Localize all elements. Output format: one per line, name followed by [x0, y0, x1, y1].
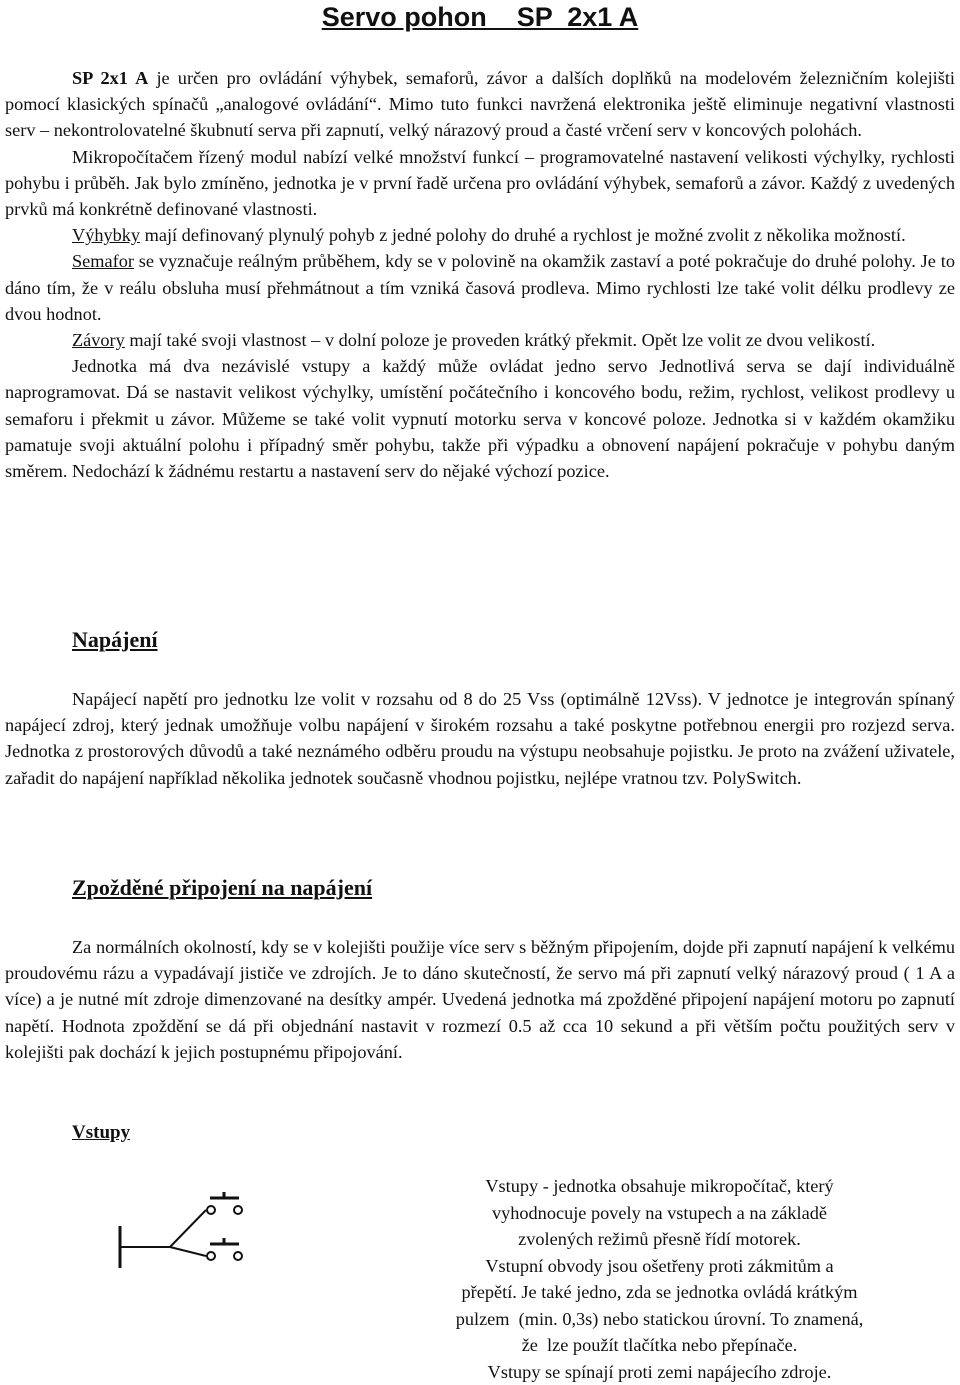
semaphore-text: se vyznačuje reálným průběhem, kdy se v polovině na okamžik zastaví a poté pokračuje do druhé polohy. Je to dáno tím, že v reálu obsluha musí přehmátnout a tím vzniká časová prodleva. Mimo rychlosti lze také volit délku prodlevy ze dvou hodnot.	[5, 251, 955, 324]
semaphore-term: Semafor	[72, 251, 134, 272]
barriers-paragraph	[5, 327, 955, 353]
inputs-heading: Vstupy	[72, 1122, 131, 1143]
product-name: SP 2x1 A	[72, 68, 149, 88]
barriers-term: Závory	[72, 330, 125, 351]
intro-paragraph-2: Mikropočítačem řízený modul nabízí velké množství funkcí – programovatelné nastavení velikosti výchylky, rychlosti pohybu i průběh. Jak bylo zmíněno, jednotka je v první řadě určena pro ovládání výhybek, semaforů a závor. Každý z uvedených prvků má konkrétně definované vlastnosti.	[5, 146, 955, 220]
delay-section	[5, 934, 955, 1065]
power-section	[5, 686, 955, 791]
turnouts-term: Výhybky	[72, 225, 141, 246]
turnouts-paragraph	[5, 222, 955, 248]
semaphore-paragraph	[5, 248, 955, 327]
inputs-line: že lze použít tlačítka nebo přepínače.	[521, 1335, 798, 1355]
intro-paragraph-1	[5, 65, 955, 144]
unit-paragraph: Jednotka má dva nezávislé vstupy a každý může ovládat jedno servo Jednotlivá serva se dají individuálně naprogramovat. Dá se nastavit velikost výchylky, umístění počátečního i koncového bodu, režim, rychlost, velikost prodlevy u semaforu i překmit u závor. Můžeme se také volit vypnutí motorku serva v koncové poloze. Jednotka si v každém okamžiku pamatuje svoji aktuální polohu i případný směr pohybu, takže při výpadku a obnovení napájení pokračuje v pohybu daným směrem. Nedochází k žádnému restartu a nastavení serv do nějaké výchozí pozice.	[5, 356, 955, 482]
turnouts-text: mají definovaný plynulý pohyb z jedné polohy do druhé a rychlost je možné zvolit z několika možností.	[140, 225, 906, 246]
delay-paragraph: Za normálních okolností, kdy se v kolejišti použije více serv s běžným připojením, dojde při zapnutí napájení k velkému proudovému rázu a vypadávají jističe ve zdrojích. Je to dáno skutečností, že servo má při zapnutí velký nárazový proud ( 1 A a více) a je nutné mít zdroje dimenzované na desítky ampér. Uvedená jednotka má zpožděné připojení napájení motoru po zapnutí napětí. Hodnota zpoždění se dá při objednání nastavit v rozmezí 0.5 až cca 10 sekund a při větším počtu použitých serv v kolejišti pak dochází k jejich postupnému připojování.	[5, 937, 955, 1062]
push-button-switches-to-ground-icon	[110, 1186, 280, 1356]
inputs-line: zvolených režimů přesně řídí motorek.	[518, 1229, 801, 1249]
intro-text	[5, 65, 955, 484]
inputs-line: vyhodnocuje povely na vstupech a na základě	[491, 1202, 828, 1223]
inputs-line: Vstupy se spínají proti zemi napájecího zdroje.	[487, 1361, 832, 1382]
inputs-line: Vstupy - jednotka obsahuje mikropočítač, který	[485, 1176, 834, 1196]
intro-paragraph-1-text: je určen pro ovládání výhybek, semaforů, závor a dalších doplňků na modelovém železničním kolejišti pomocí klasických spínačů „analogové ovládání“. Mimo tuto funkci navržená elektronika ještě eliminuje negativní vlastnosti serv – nekontrolovatelné škubnutí serva při zapnutí, velký nárazový proud a časté vrčení serv v koncových polohách.	[5, 68, 955, 141]
power-paragraph: Napájecí napětí pro jednotku lze volit v rozsahu od 8 do 25 Vss (optimálně 12Vss). V jednotce je integrován spínaný napájecí zdroj, který jednak umožňuje volbu napájení v širokém rozsahu a také poskytne potřebnou energii pro rozjezd serva. Jednotka z prostorových důvodů a také neznámého odběru proudu na výstupu neobsahuje pojistku. Je proto na zvážení uživatele, zařadit do napájení například několika jednotek současně vhodnou pojistku, nejlépe vratnou tzv. PolySwitch.	[5, 689, 955, 788]
inputs-line: přepětí. Je také jedno, zda se jednotka ovládá krátkým	[461, 1282, 858, 1302]
delay-heading: Zpožděné připojení na napájení	[72, 875, 373, 900]
inputs-description	[382, 1173, 937, 1385]
barriers-text: mají také svoji vlastnost – v dolní poloze je proveden krátký překmit. Opět lze volit ze dvou velikostí.	[124, 330, 876, 351]
inputs-line: pulzem (min. 0,3s) nebo statickou úrovní. To znamená,	[455, 1308, 864, 1329]
page-title: Servo pohon SP 2x1 A	[321, 2, 639, 32]
power-heading: Napájení	[72, 627, 158, 652]
inputs-line: Vstupní obvody jsou ošetřeny proti zákmitům a	[485, 1255, 834, 1276]
